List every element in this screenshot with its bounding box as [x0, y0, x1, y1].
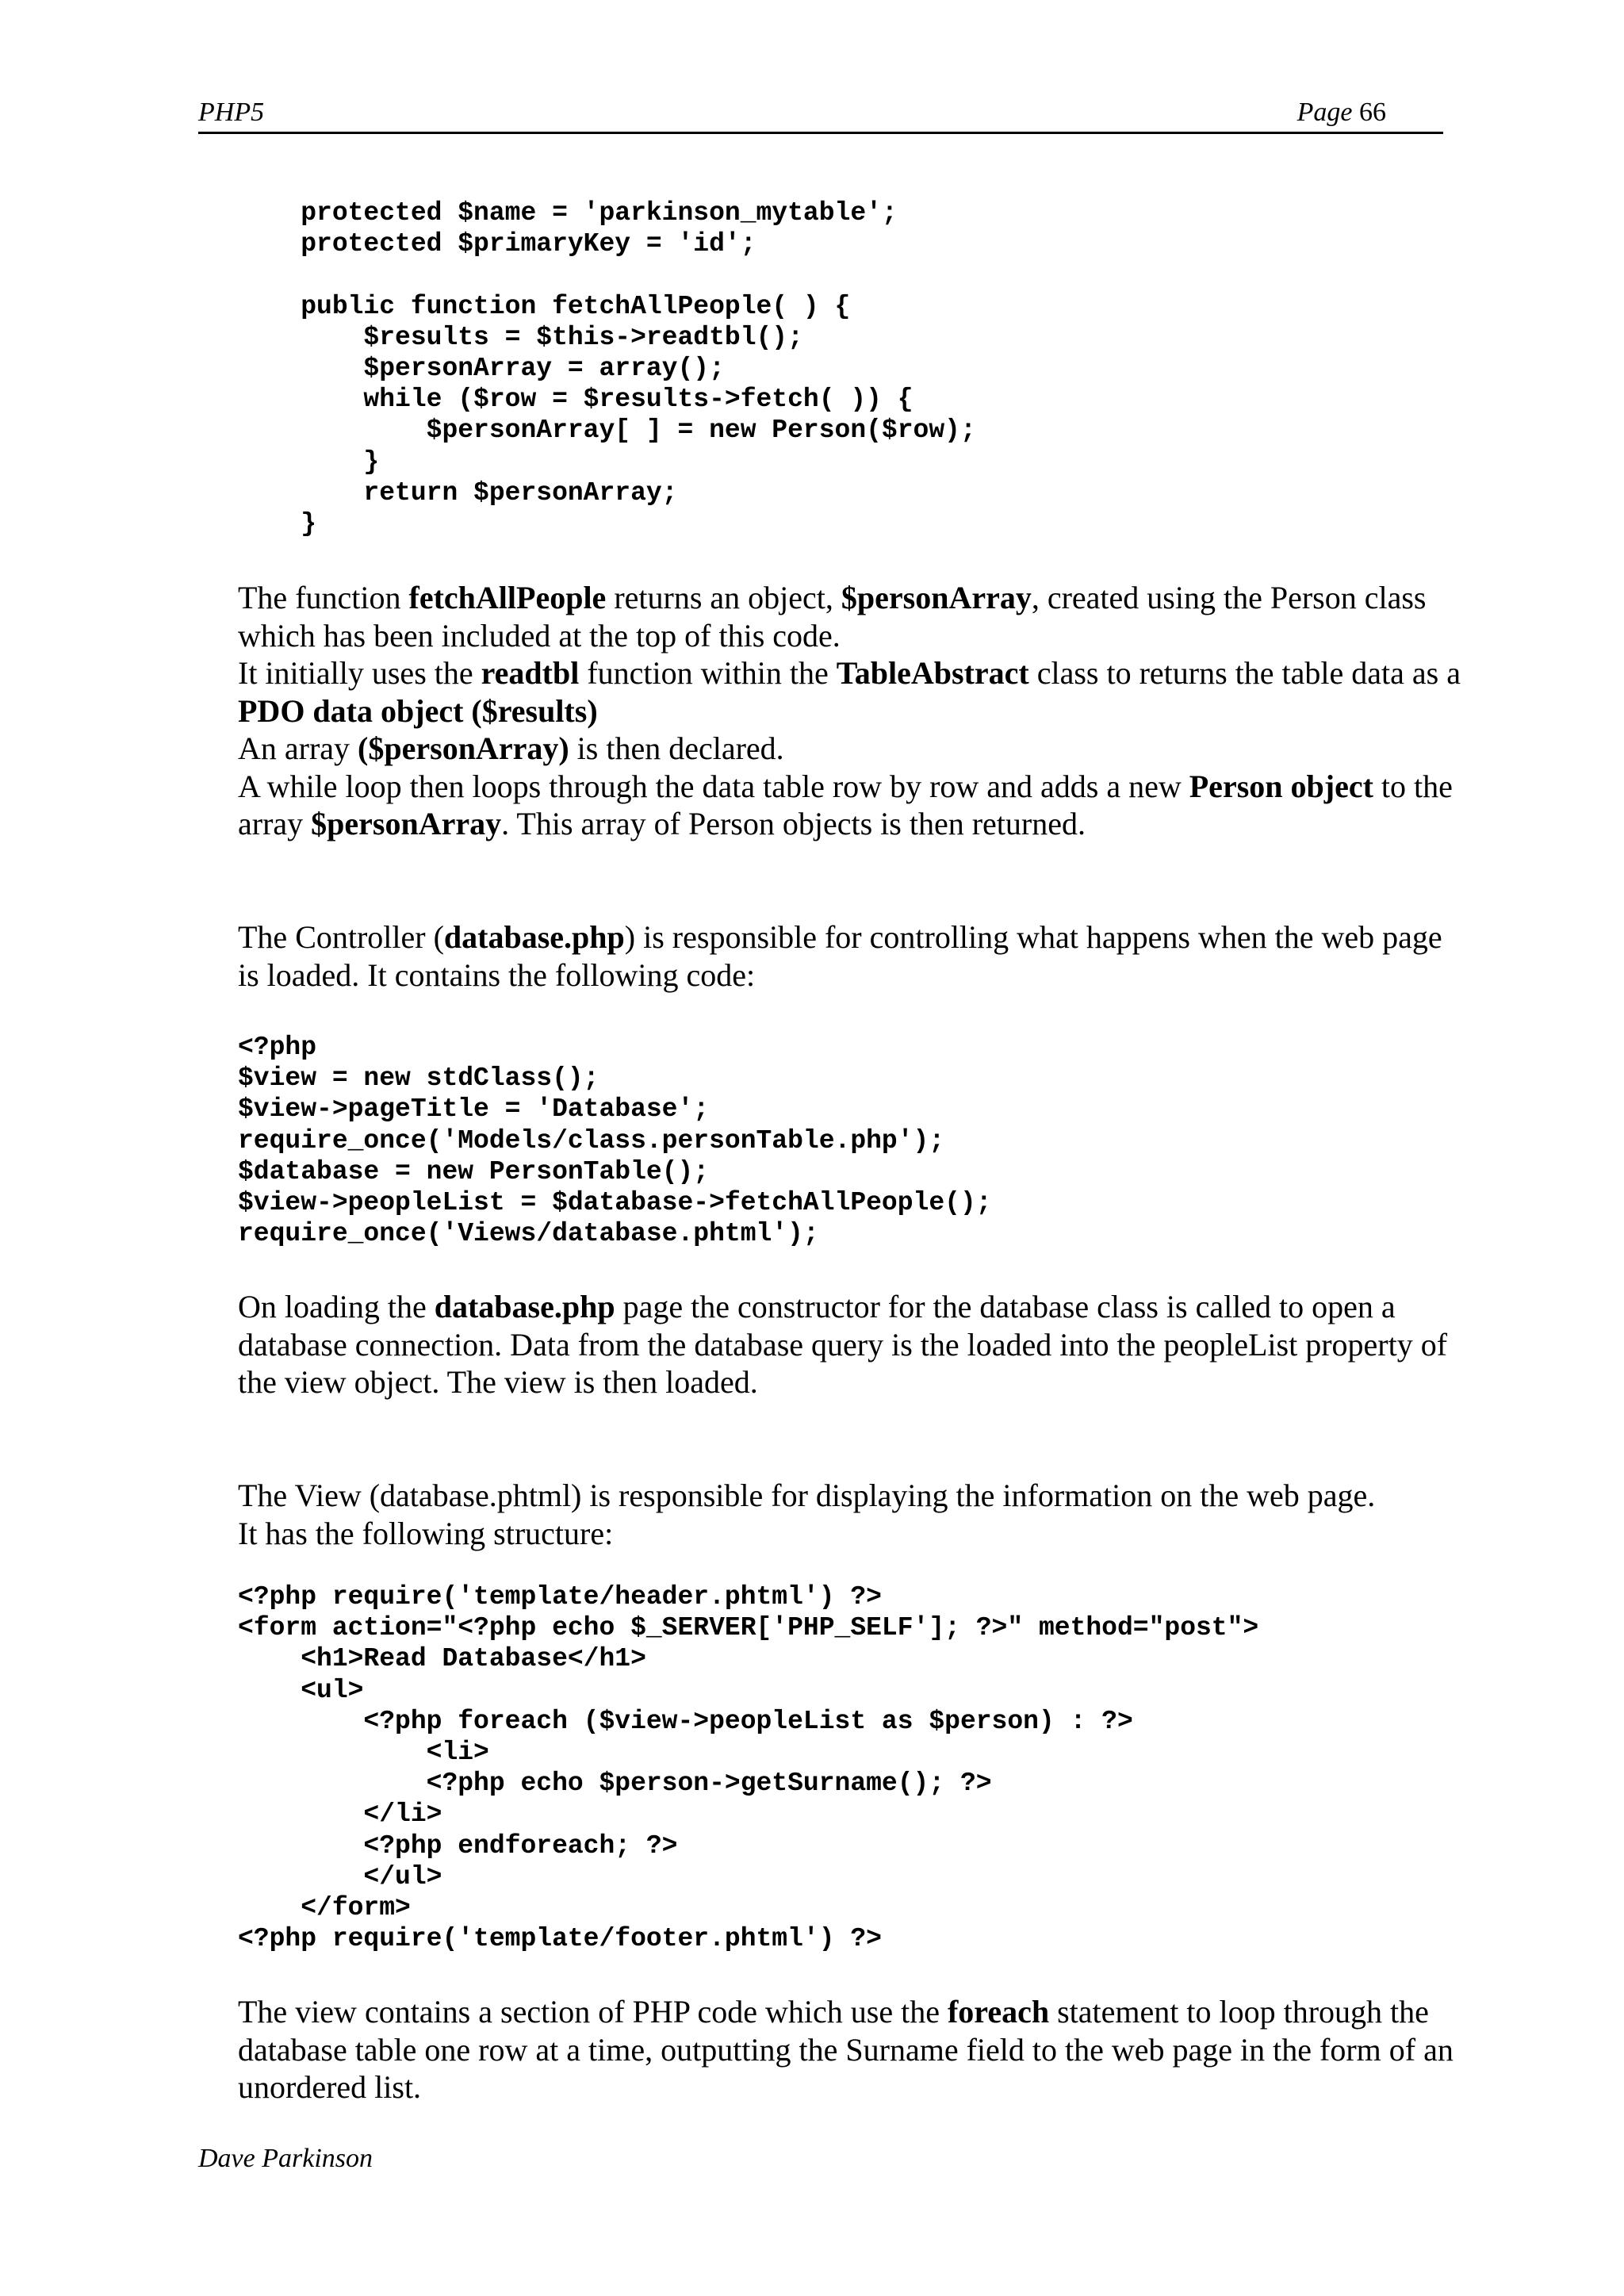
code-line: $database = new PersonTable();: [238, 1156, 710, 1186]
para1-line4: A while loop then loops through the data table row by row and adds a new Person object to the array $personArray. This array of Person objects is then returned.: [238, 768, 1453, 841]
header-page-value: 66: [1359, 98, 1386, 127]
paragraph-view: [238, 1477, 1467, 1552]
code-line: $view->pageTitle = 'Database';: [238, 1094, 710, 1125]
code-line: protected $name = 'parkinson_mytable';: [238, 198, 898, 228]
code-line: public function fetchAllPeople( ) {: [238, 291, 851, 321]
header-page-label: Page: [1297, 98, 1353, 127]
code-line: <?php echo $person->getSurname(); ?>: [238, 1769, 992, 1799]
code-line: }: [238, 447, 380, 477]
code-line: require_once('Models/class.personTable.php');: [238, 1125, 945, 1156]
code-line: $results = $this->readtbl();: [238, 322, 803, 352]
page-header: [198, 94, 1443, 134]
code-line: <?php: [238, 1033, 317, 1062]
code-line: protected $primaryKey = 'id';: [238, 229, 756, 259]
paragraph-foreach: The view contains a section of PHP code which use the foreach statement to loop through the database table one row at a time, outputting the Surname field to the web page in the form of an unordered list.: [238, 1994, 1454, 2105]
code-line: require_once('Views/database.phtml');: [238, 1219, 819, 1249]
code-line: <?php endforeach; ?>: [238, 1830, 678, 1861]
code-line: $view = new stdClass();: [238, 1064, 599, 1094]
para1-line3: An array ($personArray) is then declared.: [238, 730, 784, 766]
code-line: <?php require('template/footer.phtml') ?>: [238, 1924, 882, 1954]
code-line: <?php require('template/header.phtml') ?>: [238, 1582, 882, 1612]
code-line: while ($row = $results->fetch( )) {: [238, 385, 914, 415]
paragraph-controller: The Controller (database.php) is responsible for controlling what happens when the web page is loaded. It contains the following code:: [238, 919, 1442, 993]
code-line: </ul>: [238, 1861, 442, 1892]
header-title: PHP5: [198, 98, 265, 127]
para1-line2: It initially uses the readtbl function within the TableAbstract class to returns the table data as a PDO data object ($results): [238, 655, 1461, 729]
code-line: </li>: [238, 1800, 442, 1830]
code-line: }: [238, 509, 317, 539]
code-line: <form action="<?php echo $_SERVER['PHP_SELF']; ?>" method="post">: [238, 1613, 1259, 1643]
code-block-view: [238, 1581, 1258, 1954]
para1-line1: The function fetchAllPeople returns an object, $personArray, created using the Person class which has been included at the top of this code.: [238, 580, 1427, 654]
code-line: $personArray = array();: [238, 354, 725, 384]
code-line: $personArray[ ] = new Person($row);: [238, 416, 976, 446]
paragraph-database-loading: On loading the database.php page the constructor for the database class is called to open a database connection. Data from the database query is the loaded into the peopleList property of the view object. The view is then loaded.: [238, 1289, 1448, 1400]
code-line: <?php foreach ($view->peopleList as $person) : ?>: [238, 1706, 1133, 1736]
paragraph-fetchallpeople: [238, 579, 1467, 843]
para4-line1: The View (database.phtml) is responsible for displaying the information on the web page.: [238, 1478, 1376, 1513]
code-block-table-class: [238, 197, 976, 539]
para4-line2: It has the following structure:: [238, 1515, 614, 1551]
code-line: </form>: [238, 1893, 411, 1923]
code-block-controller: [238, 1032, 992, 1249]
header-page-number: [1297, 97, 1386, 128]
code-line: <h1>Read Database</h1>: [238, 1644, 646, 1674]
code-line: return $personArray;: [238, 477, 678, 508]
code-line: $view->peopleList = $database->fetchAllPeople();: [238, 1188, 992, 1218]
code-line: <li>: [238, 1738, 489, 1768]
code-line: <ul>: [238, 1675, 364, 1705]
page-footer-author: Dave Parkinson: [198, 2144, 373, 2173]
